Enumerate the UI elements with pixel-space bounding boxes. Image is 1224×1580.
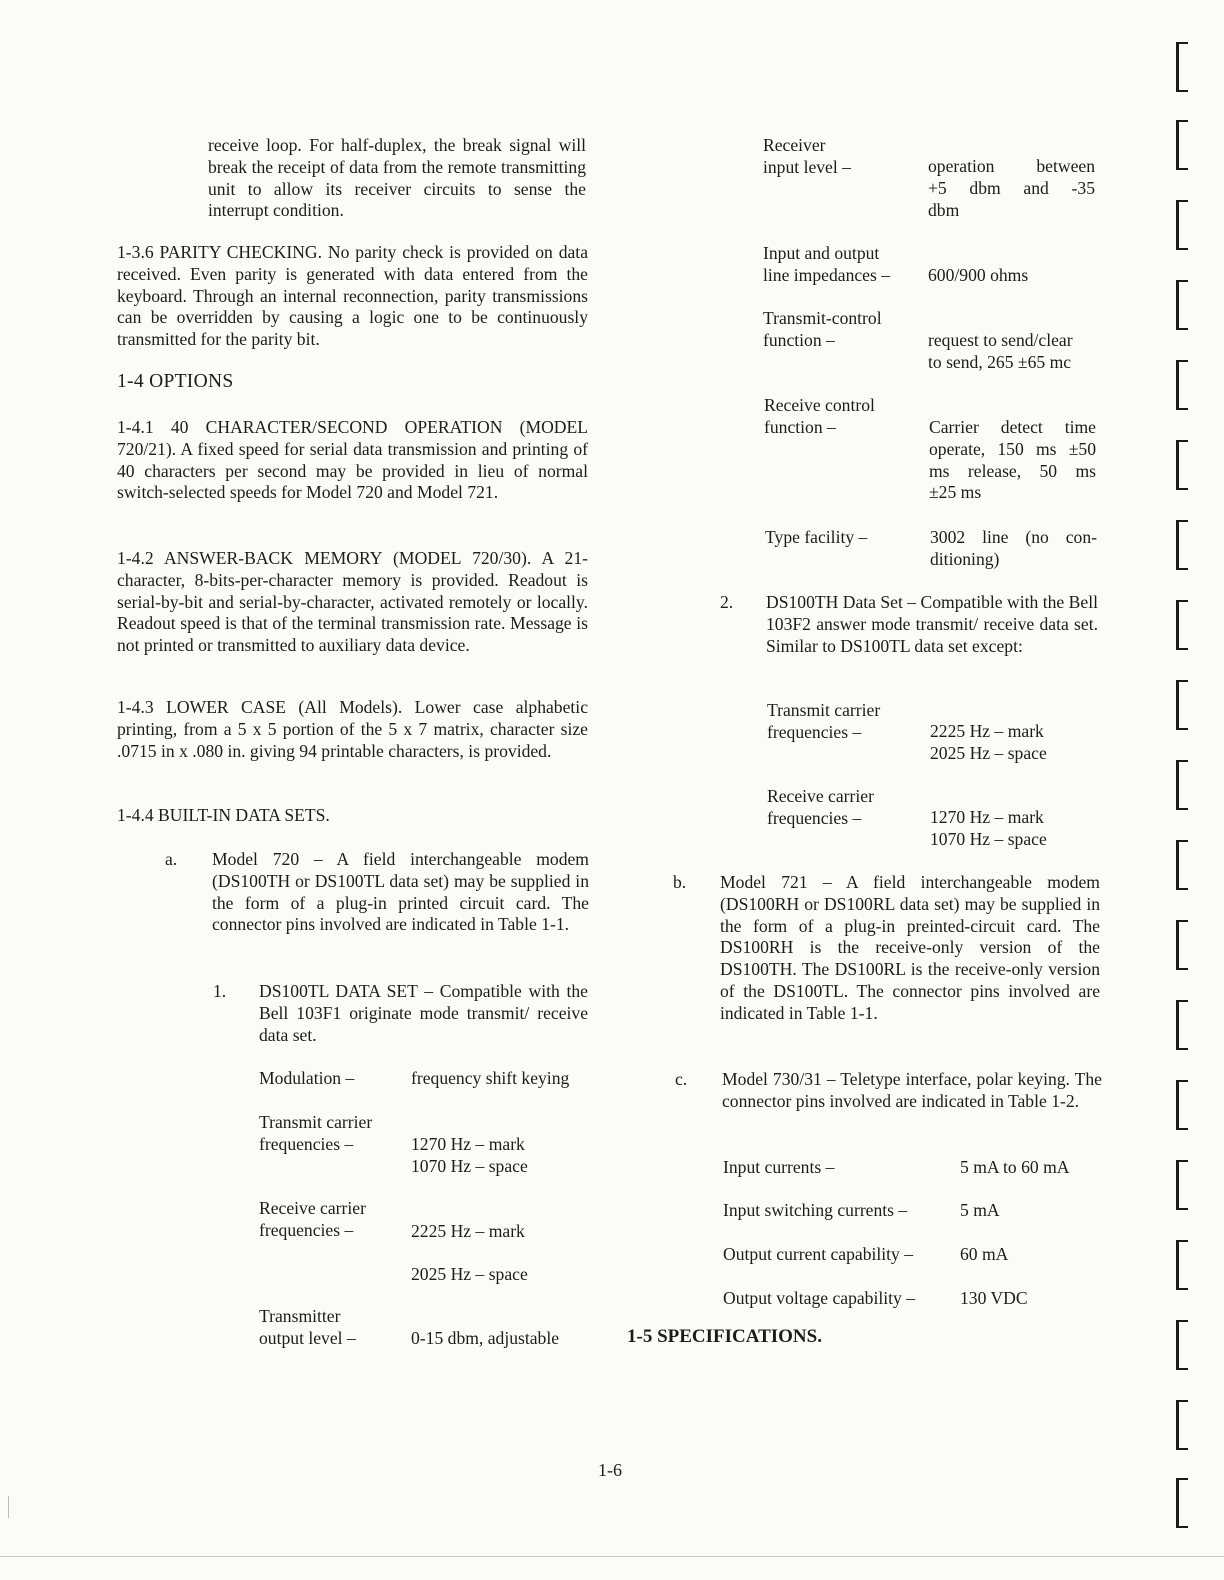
intro-paragraph: receive loop. For half-duplex, the break signal will break the receipt of data from the remote transmitting unit to allow its receiver circuits to sense the interrupt condition. xyxy=(208,135,586,221)
th-rx-carrier-value-space: 1070 Hz – space xyxy=(930,828,1047,849)
section-1-4-3 xyxy=(117,697,588,762)
item-a-text: Model 720 – A field interchangeable modem (DS100TH or DS100TL data set) may be supplied in the form of a plug-in printed circuit card. The connector pins involved are indicated in Table 1-1. xyxy=(212,849,589,935)
spec-rxctl-label-line1: Receive control xyxy=(764,395,875,415)
item-b-label: b. xyxy=(673,872,687,892)
scan-bottom-edge xyxy=(0,1556,1224,1557)
iface-input-switching-value: 5 mA xyxy=(960,1200,1000,1220)
spec-rxctl-label-line2: function – xyxy=(764,416,836,437)
spec-rx-level-value-line1: operation between xyxy=(928,156,1095,176)
spec-rx-level-label-line1: Receiver xyxy=(763,135,826,155)
binding-bracket-icon xyxy=(1176,680,1188,730)
spec-modulation-label: Modulation – xyxy=(259,1068,355,1088)
spec-rx-carrier-value-mark: 2225 Hz – mark xyxy=(411,1221,525,1241)
th-rx-carrier-value xyxy=(930,807,1047,851)
section-1-4-2-body: A 21-character, 8-bits-per-character memory is provided. Readout is serial-by-bit and serial-by-character, activated remotely or locally. Readout speed is that of the terminal transmission rate. Message is not printed or transmitted to auxiliary data device. xyxy=(117,548,588,656)
spec-type-value-line1: 3002 line (no con- xyxy=(930,527,1097,547)
iface-input-currents-label: Input currents – xyxy=(723,1157,835,1177)
section-1-3-6-heading: 1-3.6 PARITY CHECKING. xyxy=(117,242,322,262)
binding-bracket-icon xyxy=(1176,280,1188,330)
spec-txctl-label xyxy=(763,308,882,352)
scan-artifact-line xyxy=(8,1496,9,1518)
section-1-4-1 xyxy=(117,417,588,504)
spec-tx-carrier-label-line1: Transmit carrier xyxy=(259,1112,373,1132)
section-1-4-2 xyxy=(117,548,588,657)
spec-rx-carrier-value-space: 2025 Hz – space xyxy=(411,1264,528,1284)
binding-bracket-icon xyxy=(1176,200,1188,250)
spec-txctl-value xyxy=(928,330,1073,374)
th-tx-carrier-value-mark: 2225 Hz – mark xyxy=(930,721,1044,741)
section-1-3-6-body: No parity check is provided on data received. Even parity is generated with data entered from the keyboard. Through an internal reconnection, parity transmissions can be overridden by causing a logic one to be continuously transmitted for the parity bit. xyxy=(117,242,588,350)
spec-tx-level-label-line2: output level – xyxy=(259,1327,356,1348)
heading-1-4-options: 1-4 OPTIONS xyxy=(117,371,234,392)
spec-rxctl-value xyxy=(929,417,1096,504)
binding-bracket-icon xyxy=(1176,1080,1188,1130)
binding-bracket-icon xyxy=(1176,120,1188,170)
spec-tx-level-label xyxy=(259,1306,356,1350)
spec-rx-carrier-label xyxy=(259,1198,366,1242)
spec-rx-carrier-label-line1: Receive carrier xyxy=(259,1198,366,1218)
binding-bracket-icon xyxy=(1176,840,1188,890)
binding-bracket-icon xyxy=(1176,42,1188,92)
section-1-4-2-heading: 1-4.2 ANSWER-BACK MEMORY (MODEL 720/30). xyxy=(117,548,532,568)
spec-rx-level-value-line2: +5 dbm and -35 xyxy=(928,177,1095,198)
spec-type-value xyxy=(930,527,1097,571)
spec-txctl-value-line1: request to send/clear xyxy=(928,330,1073,350)
spec-tx-carrier-label xyxy=(259,1112,372,1156)
item-1-label: 1. xyxy=(213,981,227,1001)
binding-bracket-icon xyxy=(1176,1240,1188,1290)
spec-type-value-line2: ditioning) xyxy=(930,548,1000,569)
section-1-3-6 xyxy=(117,242,588,351)
iface-output-voltage-value: 130 VDC xyxy=(960,1288,1028,1308)
section-1-4-4-heading: 1-4.4 BUILT-IN DATA SETS. xyxy=(117,805,330,825)
spec-type-label: Type facility – xyxy=(765,527,868,547)
binding-bracket-icon xyxy=(1176,1000,1188,1050)
item-2-text: DS100TH Data Set – Compatible with the Bell 103F2 answer mode transmit/ receive data set. Similar to DS100TL data set except: xyxy=(766,592,1098,656)
section-1-4-3-body: Lower case alphabetic printing, from a 5 x 5 portion of the 5 x 7 matrix, character size .0715 in x .080 in. giving 94 printable characters, is provided. xyxy=(117,697,588,761)
item-a-label: a. xyxy=(165,849,178,869)
spec-impedance-label xyxy=(763,243,890,287)
iface-output-current-label: Output current capability – xyxy=(723,1244,914,1264)
th-tx-carrier-value xyxy=(930,721,1047,765)
heading-1-5-specifications: 1-5 SPECIFICATIONS. xyxy=(627,1326,822,1347)
item-c-text: Model 730/31 – Teletype interface, polar keying. The connector pins involved are indicated in Table 1-2. xyxy=(722,1069,1102,1111)
binding-bracket-icon xyxy=(1176,760,1188,810)
th-tx-carrier-label-line2: frequencies – xyxy=(767,721,862,742)
binding-bracket-icon xyxy=(1176,1320,1188,1370)
spec-rx-level-value-line3: dbm xyxy=(928,199,960,220)
spec-modulation-value: frequency shift keying xyxy=(411,1068,570,1088)
spec-rx-carrier-label-line2: frequencies – xyxy=(259,1219,354,1240)
iface-input-switching-label: Input switching currents – xyxy=(723,1200,908,1220)
spec-rxctl-value-line2: operate, 150 ms ±50 xyxy=(929,438,1096,459)
binding-bracket-icon xyxy=(1176,600,1188,650)
binding-bracket-icon xyxy=(1176,360,1188,410)
th-rx-carrier-label-line1: Receive carrier xyxy=(767,786,874,806)
binding-bracket-icon xyxy=(1176,1400,1188,1450)
section-1-4-1-body: A fixed speed for serial data transmission and printing of 40 characters per second may be provided in lieu of normal switch-selected speeds for Model 720 and Model 721. xyxy=(117,438,588,503)
section-1-4-1-heading: 1-4.1 40 CHARACTER/SECOND OPERATION (MODEL 720/21). xyxy=(117,417,588,459)
th-rx-carrier-value-mark: 1270 Hz – mark xyxy=(930,807,1044,827)
th-tx-carrier-label-line1: Transmit carrier xyxy=(767,700,881,720)
binding-bracket-icon xyxy=(1176,1160,1188,1210)
item-1-text: DS100TL DATA SET – Compatible with the Bell 103F1 originate mode transmit/ receive data set. xyxy=(259,981,588,1045)
spec-rxctl-label xyxy=(764,395,875,439)
spec-tx-level-value: 0-15 dbm, adjustable xyxy=(411,1328,560,1348)
binding-bracket-icon xyxy=(1176,440,1188,490)
spec-tx-carrier-value-mark: 1270 Hz – mark xyxy=(411,1134,525,1154)
spec-tx-carrier-value-space: 1070 Hz – space xyxy=(411,1155,528,1176)
th-rx-carrier-label-line2: frequencies – xyxy=(767,807,862,828)
binding-bracket-icon xyxy=(1176,520,1188,570)
spec-tx-carrier-value xyxy=(411,1134,528,1178)
page-number: 1-6 xyxy=(598,1460,622,1480)
th-rx-carrier-label xyxy=(767,786,874,830)
section-1-4-3-heading: 1-4.3 LOWER CASE (All Models). xyxy=(117,697,403,717)
th-tx-carrier-value-space: 2025 Hz – space xyxy=(930,742,1047,763)
spec-rx-level-value xyxy=(928,156,1095,221)
spec-rxctl-value-line4: ±25 ms xyxy=(929,482,982,503)
iface-output-voltage-label: Output voltage capability – xyxy=(723,1288,916,1308)
item-c-label: c. xyxy=(675,1069,688,1089)
item-2-label: 2. xyxy=(720,592,734,612)
th-tx-carrier-label xyxy=(767,700,880,744)
spec-impedance-label-line2: line impedances – xyxy=(763,264,891,285)
binding-bracket-icon xyxy=(1176,920,1188,970)
spec-impedance-label-line1: Input and output xyxy=(763,243,880,263)
spec-txctl-label-line1: Transmit-control xyxy=(763,308,882,328)
spec-rxctl-value-line1: Carrier detect time xyxy=(929,417,1096,437)
iface-output-current-value: 60 mA xyxy=(960,1244,1009,1264)
spec-rx-level-label xyxy=(763,135,851,179)
spec-txctl-value-line2: to send, 265 ±65 mc xyxy=(928,351,1072,372)
spec-tx-carrier-label-line2: frequencies – xyxy=(259,1133,354,1154)
spec-tx-level-label-line1: Transmitter xyxy=(259,1306,341,1326)
item-b-text: Model 721 – A field interchangeable modem (DS100RH or DS100RL data set) may be supplied in the form of a plug-in preinted-circuit card. The DS100RH is the receive-only version of the DS100TH. The DS100RL is the receive-only version of the DS100TL. The connector pins involved are indicated in Table 1-1. xyxy=(720,872,1100,1023)
spec-rx-level-label-line2: input level – xyxy=(763,156,851,177)
spec-impedance-value: 600/900 ohms xyxy=(928,265,1029,285)
spec-txctl-label-line2: function – xyxy=(763,329,835,350)
iface-input-currents-value: 5 mA to 60 mA xyxy=(960,1157,1070,1177)
binding-bracket-icon xyxy=(1176,1478,1188,1528)
spec-rxctl-value-line3: ms release, 50 ms xyxy=(929,460,1096,481)
